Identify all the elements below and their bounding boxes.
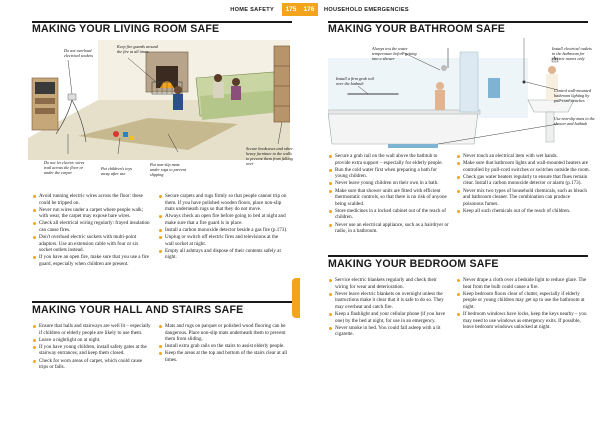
list-item: Check for worn areas of carpet, which could cause trips or falls. [32,358,152,371]
list-item: Install extra grab rails on the stairs to assist elderly people. [158,343,288,350]
living-room-title: MAKING YOUR LIVING ROOM SAFE [32,23,220,35]
hall-col-1 [32,323,152,371]
list-item: Never smoke in bed. You could fall asleep with a lit cigarette. [328,325,450,338]
callout-bookcases: Secure bookcases and other heavy furniture to the walls to prevent them from falling over [246,146,293,167]
list-item: Never mix two types of household chemicals, such as bleach and bathroom cleaner. The combination can produce poisonous fumes. [456,188,590,208]
living-room-col-2 [158,193,288,262]
list-item: If you have young children, install safety gates at the stairway entrances, and keep them closed. [32,344,152,357]
list-item: Always check an open fire before going to bed at night and make sure that a fire guard is in place. [158,213,288,226]
callout-fire-guards: Keep fire guards around the fire at all times [117,44,158,55]
list-item: Install a carbon monoxide detector beside a gas fire (p.173). [158,227,288,234]
callout-toys: Put children's toys away after use [101,166,132,177]
list-item: Leave a nightlight on at night. [32,337,152,344]
list-item: Store medicines in a locked cabinet out of the reach of children. [328,208,450,221]
list-item: Keep a flashlight and your cellular phone (if you have one) by the bed at night, for use in an emergency. [328,311,450,324]
list-item: Service electric blankets regularly and check their wiring for wear and deterioration. [328,277,450,290]
right-page [300,0,600,427]
bedroom-col-2 [456,277,590,331]
hall-col-2 [158,323,288,364]
bedroom-rule [328,255,588,257]
section-thumb-tab [292,278,300,318]
bedroom-col-1 [328,277,450,338]
list-item: Keep the areas at the top and bottom of the stairs clear at all times. [158,350,288,363]
list-item: Ensure that halls and stairways are well lit – especially if children or elderly people are likely to use them. [32,323,152,336]
running-header-left: HOME SAFETY [230,7,274,13]
list-item: Secure carpets and rugs firmly so that people cannot trip on them. If you have polished wooden floors, place non-slip mats underneath rugs so that they do not move. [158,193,288,213]
list-item: Never drape a cloth over a bedside light to reduce glare. The heat from the bulb could cause a fire. [456,277,590,290]
list-item: Unplug or switch off electric fires and televisions at the wall socket at night. [158,234,288,247]
bathroom-title: MAKING YOUR BATHROOM SAFE [328,23,506,35]
list-item: Check all electrical wiring regularly: frayed insulation can cause fires. [32,220,152,233]
list-item: Don't overload electric sockets with multi-point adaptors. Use an extension cable with four or six socket outlets instead. [32,234,152,254]
callout-grab-rail: Install a firm grab rail over the bathtub [336,76,374,87]
list-item: Keep bedroom floors clear of clutter, especially if elderly people or young children may get up to use the bathroom at night. [456,291,590,311]
list-item: Make sure that shower units are fitted with efficient thermostatic controls, so that there is no risk of anyone being scalded. [328,188,450,208]
callout-sockets: Do not overload electrical sockets [64,48,93,59]
hall-rule [32,301,292,303]
page-number-right: 176 [300,3,318,16]
list-item: Never touch an electrical item with wet hands. [456,153,590,160]
list-item: Never run wires under a carpet where people walk; with wear, the carpet may expose bare wires. [32,207,152,220]
callout-non-slip-mats: Use non-slip mats in the shower and bathtub [554,116,595,127]
callout-pull-cord: Control wall-mounted bathroom lighting by pull-cord switches [554,88,591,104]
living-room-col-1 [32,193,152,268]
list-item: Never use an electrical appliance, such as a hairdryer or radio, in a bathroom. [328,222,450,235]
callout-test-water: Always test the water temperature before getting into a shower [372,46,417,62]
list-item: Avoid running electric wires across the floor: these could be tripped on. [32,193,152,206]
list-item: Run the cold water first when preparing a bath for young children. [328,167,450,180]
bathroom-col-1 [328,153,450,235]
callout-mats: Put non-slip mats under rugs to prevent slipping [150,162,187,178]
list-item: Mats and rugs on parquet or polished wood flooring can be dangerous. Place non-slip mats underneath them to prevent them from sliding. [158,323,288,343]
bathroom-illustration [328,38,590,150]
callout-outlets: Install electrical outlets in the bathroom for electric razors only [552,46,592,62]
list-item: If bedroom windows have locks, keep the keys nearby – you may need to use windows as emergency exits. If possible, leave bedroom windows unlocked at night. [456,311,590,331]
list-item: Never leave electric blankets on overnight unless the instructions make it clear that it is safe to do so. They may overheat and catch fire. [328,291,450,311]
bathroom-col-2 [456,153,590,215]
hall-title: MAKING YOUR HALL AND STAIRS SAFE [32,304,244,316]
list-item: Empty all ashtrays and dispose of their contents safely at night. [158,248,288,261]
list-item: Secure a grab rail on the wall above the bathtub to provide extra support – especially for elderly people. [328,153,450,166]
list-item: Never leave young children on their own in a bath. [328,180,450,187]
bedroom-title: MAKING YOUR BEDROOM SAFE [328,258,499,270]
callout-wires: Do not let electric wires trail across the floor or under the carpet [44,160,85,176]
running-header-right: HOUSEHOLD EMERGENCIES [324,7,409,13]
list-item: If you have an open fire, make sure that you use a fire guard, especially when children are present. [32,254,152,267]
list-item: Keep all such chemicals out of the reach of children. [456,208,590,215]
list-item: Check gas water heaters regularly to ensure that flues remain clear. Install a carbon monoxide detector or alarm (p.173). [456,174,590,187]
page-number-left: 175 [282,3,300,16]
list-item: Make sure that bathroom lights and wall-mounted heaters are controlled by pull-cord switches or switches outside the room. [456,160,590,173]
